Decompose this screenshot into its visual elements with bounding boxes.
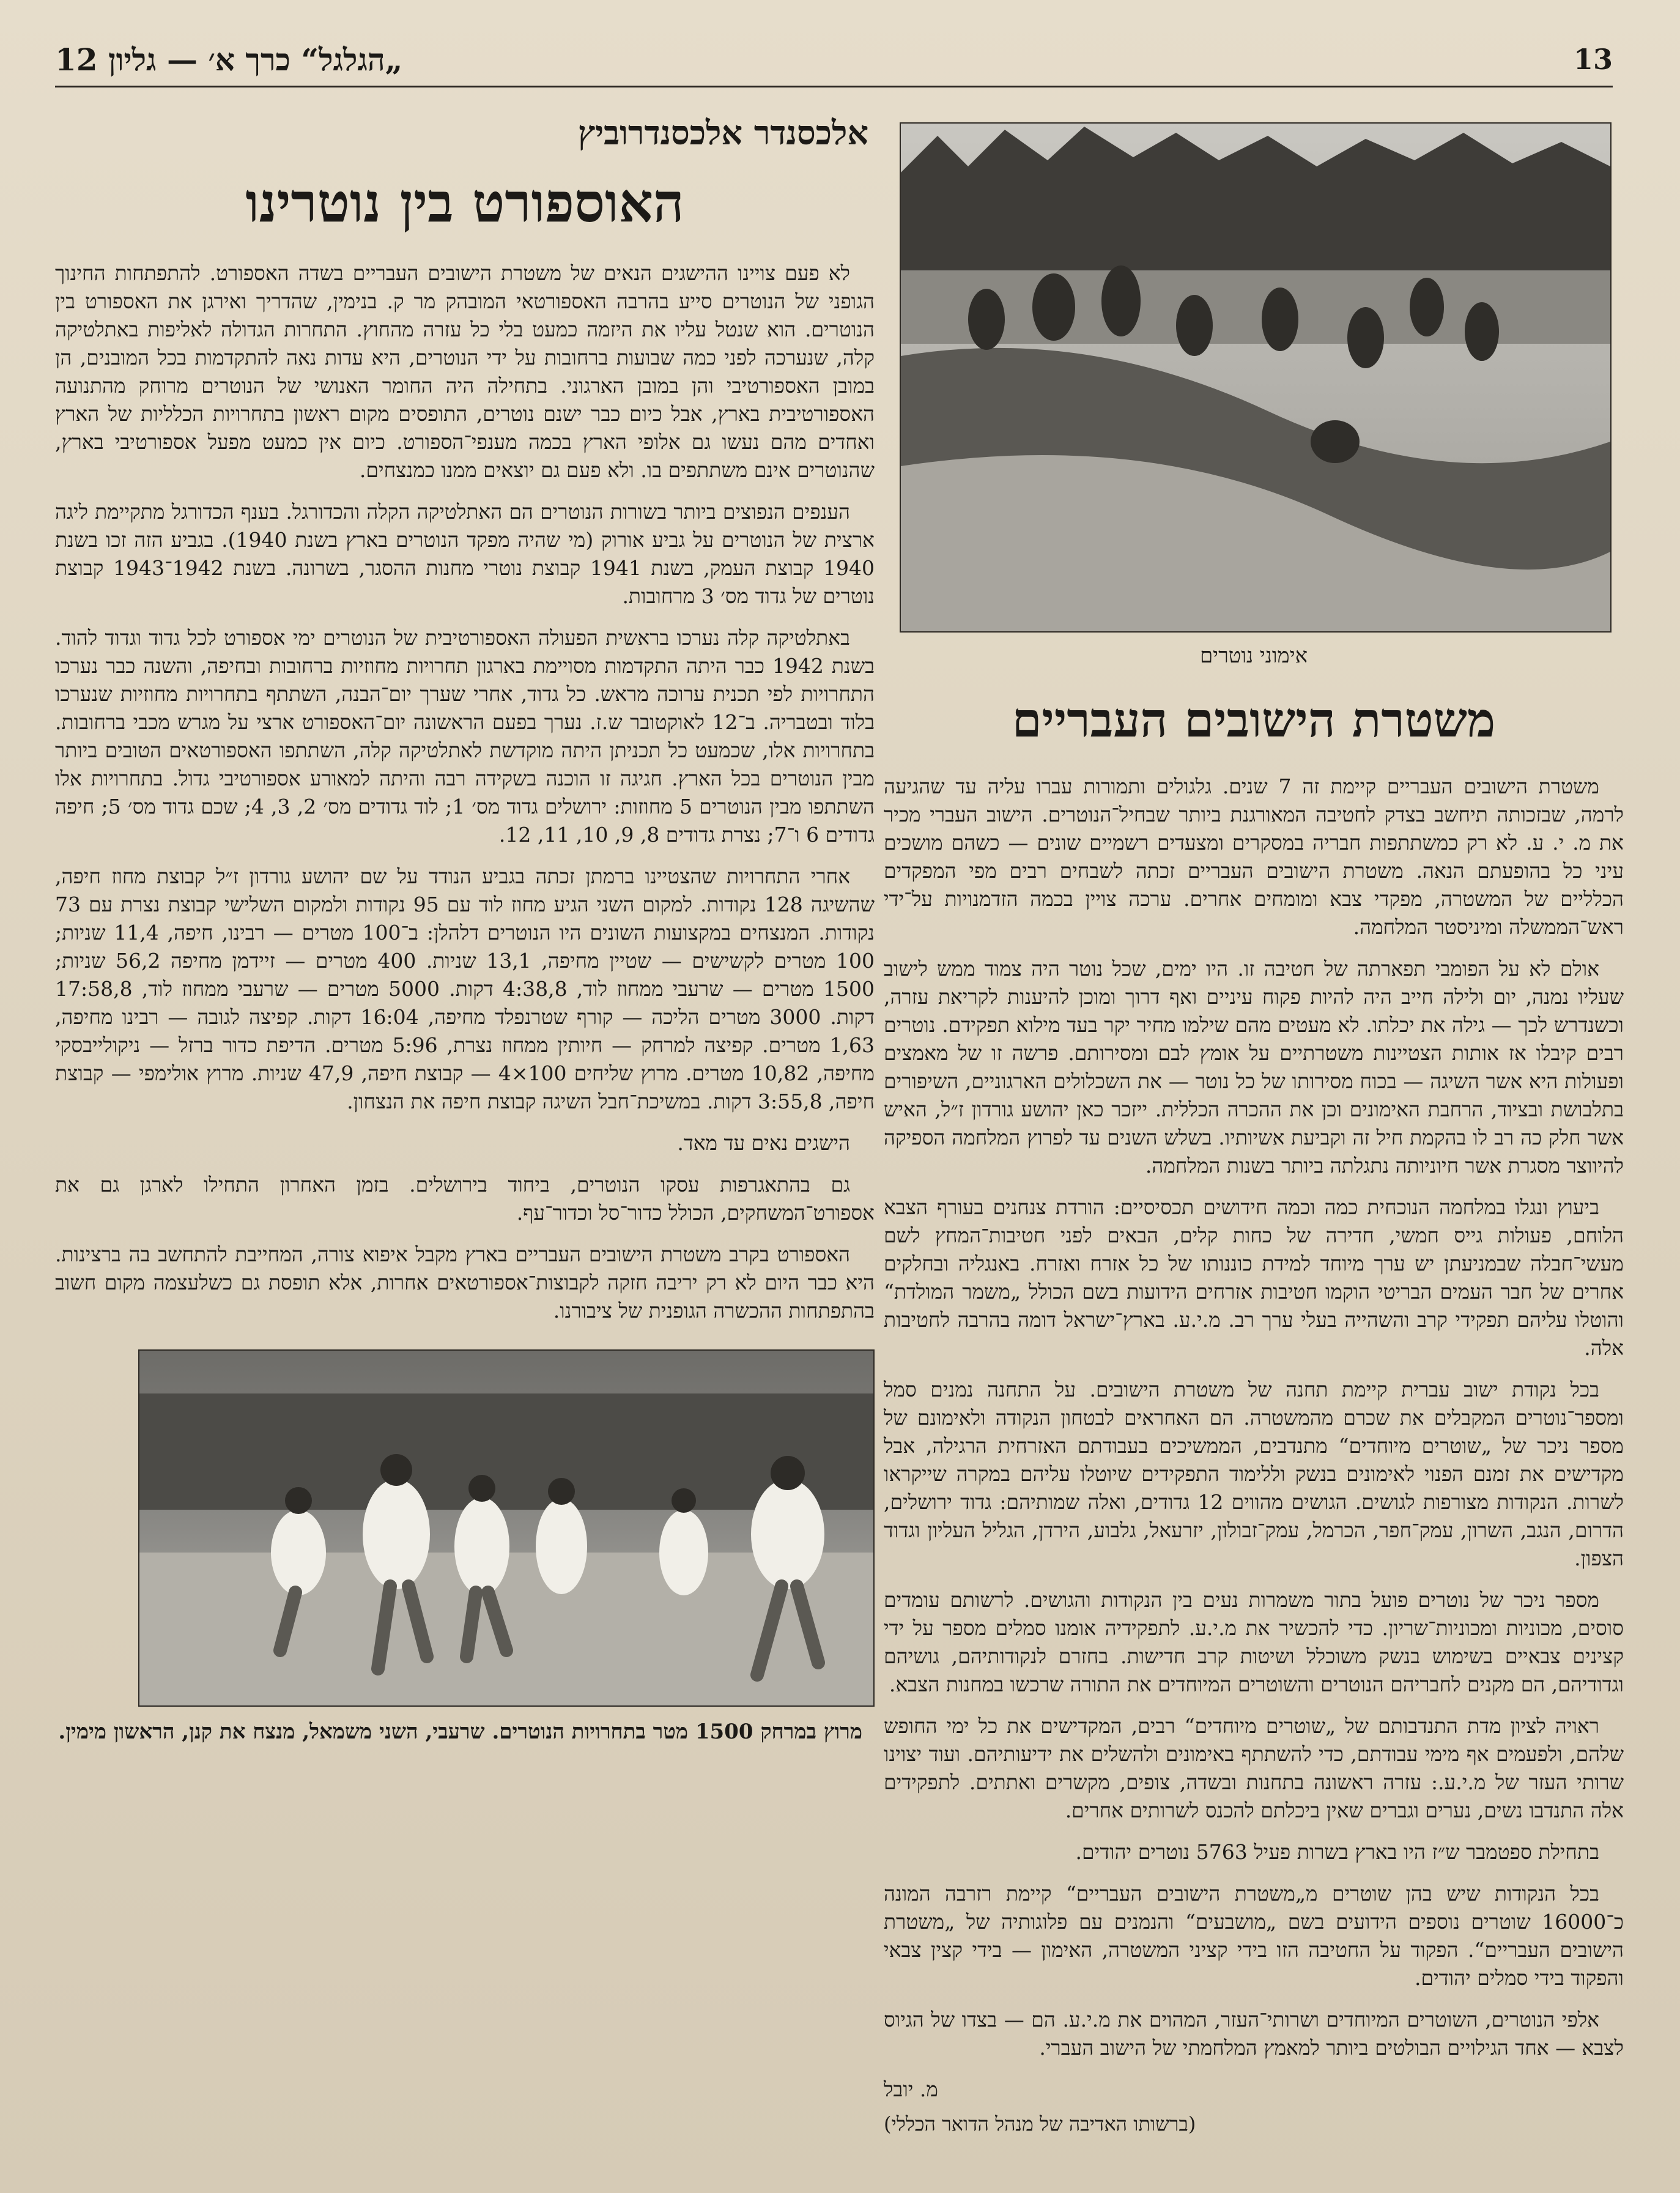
runners-photo	[138, 1349, 875, 1707]
article-title: האוספורט בין נוטרינו	[245, 171, 684, 234]
article-paragraph: לא פעם צויינו ההישגים הנאים של משטרת הישובים העבריים בשדה האספורט. להתפתחות החינוך הגופני של הנוטרים סייע בהרבה האספורטאי המובהק מר ק. בנימין, שהדריך ואירגן את האספורט בין הנוטרים. הוא שנטל עליו את היזמה כמעט בלי כל עזרה מהחוץ. התחרות הגדולה לאליפות באתלטיקה קלה, שנערכה לפני כמה שבועות ברחובות על ידי הנוטרים, היא עדות נאה להתקדמות בכל המובנים, הן במובן האספורטיבי והן במובן הארגוני. בתחילה היה החומר האנושי של הנוטרים מרוחק מהתנועה האספורטיבית בארץ, אבל כיום כבר ישנם נוטרים, התופסים מקום ראשון בתחרויות הכלליות של הארץ ואחדים מהם נעשו גם אלופי הארץ בכמה מענפי־הספורט. כיום אין כמעט מפעל אספורטיבי בארץ, שהנוטרים אינם משתתפים בו. ולא פעם גם יוצאים ממנו כמנצחים.	[55, 261, 875, 482]
police-paragraph: בתחילת ספטמבר ש״ז היו בארץ בשרות פעיל 5763 נוטרים יהודים.	[1075, 1840, 1599, 1864]
police-paragraph: בכל הנקודות שיש בהן שוטרים מ„משטרת הישובים העבריים“ קיימת רזרבה המונה כ־16000 שוטרים נוספים הידועים בשם „מושבעים“ והנמנים עם פלוגותיה של „משטרת הישובים העבריים“. הפקוד על החטיבה הזו בידי קציני המשטרה, האימון — בידי קצין צבאי והפקוד בידי סמלים יהודים.	[884, 1882, 1624, 1990]
article-paragraph: באתלטיקה קלה נערכו בראשית הפעולה האספורטיבית של הנוטרים ימי אספורט לכל גדוד וגדוד להוד. בשנת 1942 כבר היתה התקדמות מסויימת בארגון תחרויות מחוזיות ברחובות ובחיפה, והשנה כבר נערכו התחרויות לפי תכנית ערוכה מראש. כל גדוד, אחרי שערך יום־הבנה, השתתף בתחרויות מחוזיות שנערכו בלוד ובטבריה. ב־12 לאוקטובר ש.ז. נערך בפעם הראשונה יום־האספורט ארצי על מגרש מכבי ברחובות. בתחרויות אלו, שכמעט כל תכניתן היתה מוקדשת לאתלטיקה קלה, השתתפו האספורטאים הטובים ביותר מבין הנוטרים בכל הארץ. חגיגה זו הוכנה בשקידה רבה והיתה למאורע אספורטיבי גדול. בתחרויות אלו השתתפו מבין הנוטרים 5 מחוזות: ירושלים גדוד מס׳ 1; לוד גדודים מס׳ 2, 3, 4; שכם גדוד מס׳ 5; חיפה גדודים 6 ו־7; נצרת גדודים 8, 9, 10, 11, 12.	[55, 626, 875, 847]
training-photo	[900, 122, 1612, 633]
author-signature: מ. יובל	[884, 2077, 938, 2101]
police-article	[884, 122, 1624, 2151]
article-paragraph: הישגים נאים עד מאד.	[677, 1131, 850, 1155]
article-byline: אלכסנדר אלכסנדרוביץ	[577, 113, 868, 152]
police-paragraph: אולם לא על הפומבי תפארתה של חטיבה זו. היו ימים, שכל נוטר היה צמוד ממש לישוב שעליו נמנה, יום ולילה חייב היה להיות פקוח עיניים ואף דרוך ומוכן להיענות לקריאת עזרה, וכשנדרש לכך — גילה את יכלתו. לא מעטים מהם שילמו מחיר יקר בעד מילוא תפקידם. נוטרים רבים קיבלו אז אותות הצטיינות משטרתיים על אומץ לבם ומסירותם. פרשה זו של מאמצים ופעולות היא אשר השיגה — בכוח מסירותו של כל נוטר — את השכלולים הארגוניים, השיפורים בתלבושת ובציוד, הרחבת האימונים וכן את ההכרה הכללית. ייזכר כאן יהושע גורדון ז״ל, האיש אשר חלק כה רב לו בהקמת חיל זה וקביעת אשיותיו. בשלש השנים עד לפרוץ המלחמה הספיקה להיווצר מסגרת אשר חיוניותה נתגלתה ביותר בשנות המלחמה.	[884, 957, 1624, 1178]
police-paragraph: ראויה לציון מדת התנדבותם של „שוטרים מיוחדים“ רבים, המקדישים את כל ימי החופש שלהם, ולפעמים אף מימי עבודתם, כדי להשתתף באימונים ולהשלים את ידיעותיהם. ועוד יצוינו שרותי העזר של מ.י.ע.: עזרה ראשונה בתחנות ובשדה, צופים, מקשרים ואתתים. לתפקידים אלה התנדבו נשים, נערים וגברים שאין ביכלתם להכנס לשרותים אחרים.	[884, 1714, 1624, 1822]
running-header	[55, 37, 1613, 87]
runners-photo-caption: מרוץ במרחק 1500 מטר בתחרויות הנוטרים. שרעבי, השני משמאל, מנצח את קנן, הראשון מימין.	[58, 1720, 862, 1744]
training-photo-caption: אימוני נוטרים	[1199, 644, 1308, 668]
running-title: „הגלגל“ כרך א׳ — גליון 12	[55, 42, 403, 78]
police-paragraph: משטרת הישובים העבריים קיימת זה 7 שנים. גלגולים ותמורות עברו עליה עד שהגיעה לרמה, שבזכותה תיחשב בצדק לחטיבה המאורגנת ביותר שבחיל־הנוטרים. הישוב העברי מכיר את מ. י. ע. לא רק כמשתתפות חבריה במסקרים ומצעדים רשמיים שונים — כשהם מושכים עיני כל בהופעתם הנאה. משטרת הישובים העבריים זכתה לשבחים רבים מפי המפקדים הכלליים של המשטרה, מפקדי צבא ומומחים אחרים. ערכה צויין בכמה הזדמנויות על־ידי ראש־הממשלה ומיניסטר המלחמה.	[884, 774, 1624, 939]
police-paragraph: ביעוץ ונגלו במלחמה הנוכחית כמה וכמה חידושים תכסיסיים: הורדת צנחנים בעורף הצבא הלוחם, פעולות גייס חמשי, חדירה של כחות קלים, הבאים לפני חטיבות־המחץ לשם מעשי־חבלה שבמניעתן יש ערך מיוחד למידת כוננותו של כל אזרח ואזרח. באנגליה ובחלקים אחרים של חבר העמים הבריטי הוקמו חטיבות אזרחים הידועות בשם הכולל „משמר המולדת“ והוטלו עליהם תפקידי קרב והשהייה בעלי ערך רב. מ.י.ע. בארץ־ישראל דומה בהרבה לחטיבות אלה.	[884, 1195, 1624, 1360]
article-paragraph: גם בהתאגרפות עסקו הנוטרים, ביחוד בירושלים. בזמן האחרון התחילו לארגן גם את אספורט־המשחקים, הכולל כדור־סל וכדור־עף.	[55, 1173, 875, 1225]
sport-article	[55, 113, 875, 1747]
police-paragraph: אלפי הנוטרים, השוטרים המיוחדים ושרותי־העזר, המהוים את מ.י.ע. הם — בצדו של הגיוס לצבא — אחד הגילויים הבולטים ביותר למאמץ המלחמתי של הישוב העברי.	[884, 2008, 1624, 2060]
police-title: משטרת הישובים העבריים	[1012, 692, 1496, 748]
article-paragraph: הענפים הנפוצים ביותר בשורות הנוטרים הם האתלטיקה הקלה והכדורגל. בענף הכדורגל מתקיימת ליגה ארצית של הנוטרים על גביע אורוק (מי שהיה מפקד הנוטרים בארץ בשנת 1940). בגביע הזה זכו בשנת 1940 קבוצת העמק, בשנת 1941 קבוצת נוטרי מחנות ההסגר, בשרונה. בשנת 1942־1943 קבוצת נוטרים של גדוד מס׳ 3 מרחובות.	[55, 500, 875, 608]
courtesy-note: (ברשותו האדיבה של מנהל הדואר הכללי)	[884, 2112, 1196, 2135]
page-number: 13	[1573, 43, 1613, 76]
article-paragraph: האספורט בקרב משטרת הישובים העבריים בארץ מקבל איפוא צורה, המחייבת להתחשב בה ברצינות. היא כבר היום לא רק יריבה חזקה לקבוצות־אספורטאים אחרות, אלא תופסת גם כשלעצמה מקום חשוב בהתפתחות ההכשרה הגופנית של ציבורנו.	[55, 1242, 875, 1323]
police-paragraph: בכל נקודת ישוב עברית קיימת תחנה של משטרת הישובים. על התחנה נמנים סמל ומספר־נוטרים המקבלים את שכרם מהמשטרה. הם האחראים לבטחון הנקודה ולאימונם של מספר ניכר של „שוטרים מיוחדים“ מתנדבים, הממשיכים בעבודתם האזרחית הרגילה, אבל מקדישים את זמנם הפנוי לאימונים בנשק וללימוד התפקידים שיוטלו עליהם במקרה שייקראו לשרות. הנקודות מצורפות לגושים. הגושים מהווים 12 גדודים, ואלה שמותיהם: גדוד ירושלים, הדרום, הנגב, השרון, עמק־חפר, הכרמל, עמק־זבולון, יזרעאל, גלבוע, הירדן, הגליל העליון וגדוד הצפון.	[884, 1378, 1624, 1570]
article-paragraph: אחרי התחרויות שהצטיינו ברמתן זכתה בגביע הנודד על שם יהושע גורדון ז״ל קבוצת מחוז חיפה, שהשיגה 128 נקודות. למקום השני הגיע מחוז לוד עם 95 נקודות ולמקום השלישי קבוצת נצרת עם 73 נקודות. המנצחים במקצועות השונים היו הנוטרים דלהלן: ב־100 מטרים — רבינו, חיפה, 11,4 שניות; 100 מטרים לקשישים — שטיין מחיפה, 13,1 שניות. 400 מטרים — זיידמן מחיפה 56,2 שניות; 1500 מטרים — שרעבי ממחוז לוד, 4:38,8 דקות. 5000 מטרים — שרעבי ממחוז לוד, 17:58,8 דקות. 3000 מטרים הליכה — קורף שטרנפלד מחיפה, 16:04 דקות. קפיצה לגובה — רבינו מחיפה, 1,63 מטרים. קפיצה למרחק — חיותין ממחוז נצרת, 5:96 מטרים. הדיפת כדור ברזל — ניקולייבסקי מחיפה, 10,82 מטרים. מרוץ שליחים 100×4 — קבוצת חיפה, 47,9 שניות. מרוץ אולימפי — קבוצת חיפה, 3:55,8 דקות. במשיכת־חבל השיגה קבוצת חיפה את הנצחון.	[55, 864, 875, 1113]
police-paragraph: מספר ניכר של נוטרים פועל בתור משמרות נעים בין הנקודות והגושים. לרשותם עומדים סוסים, מכוניות ומכוניות־שריון. כדי להכשיר את מ.י.ע. לתפקידיה אומנו סמלים מספר על ידי קצינים צבאיים בשימוש בנשק משוכלל ושיטות קרב חדישות. בחזרם לנקודותיהם, גושיהם וגדודיהם, הם מקנים לחבריהם הנוטרים והשוטרים המיוחדים את התורה שרכשו במחנות הצבא.	[884, 1588, 1624, 1696]
